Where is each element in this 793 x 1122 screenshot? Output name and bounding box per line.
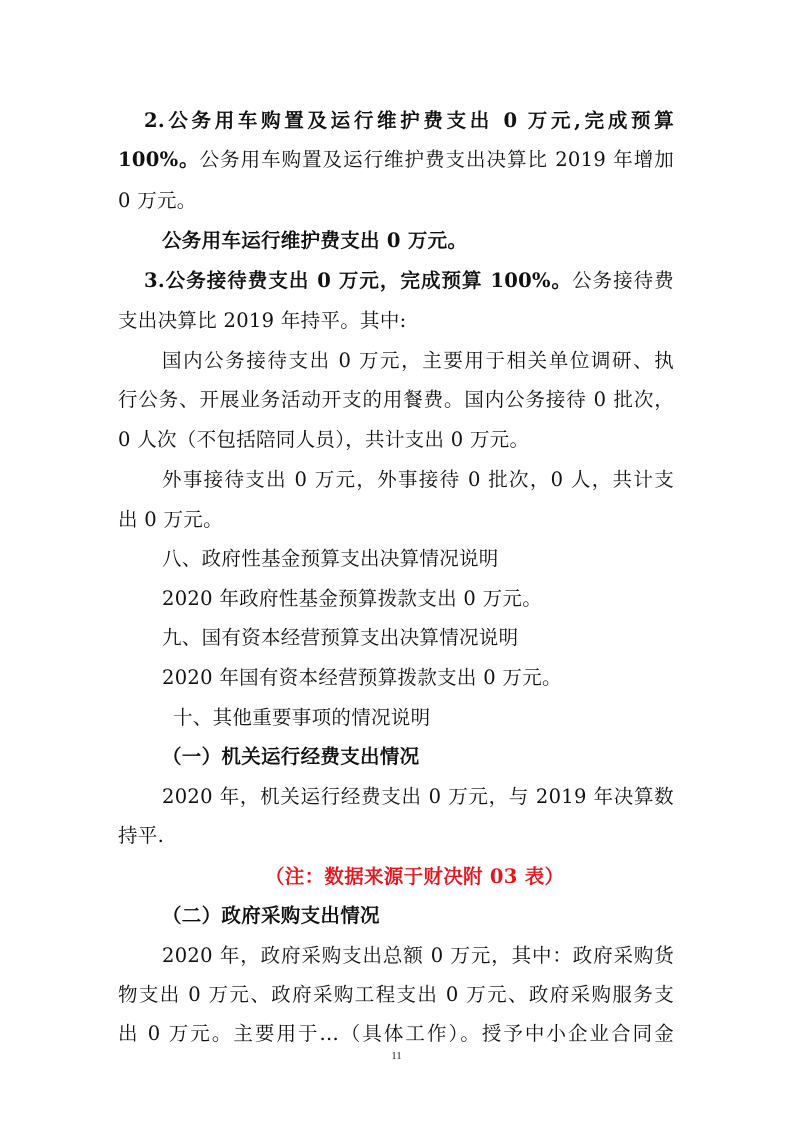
section-10-heading: 十、其他重要事项的情况说明: [173, 706, 431, 729]
section-3-title: 3.公务接待费支出 0 万元，完成预算 100%。: [144, 269, 573, 292]
section-10-1-line-1: 2020 年，机关运行经费支出 0 万元，与 2019 年决算数: [162, 785, 674, 808]
vehicle-maintenance-line: 公务用车运行维护费支出 0 万元。: [162, 229, 468, 252]
section-2-line-3: 0 万元。: [118, 189, 197, 212]
foreign-reception-line-1: 外事接待支出 0 万元，外事接待 0 批次，0 人，共计支: [162, 468, 674, 491]
section-10-1-heading: （一）机关运行经费支出情况: [162, 745, 420, 768]
section-10-2-line-1: 2020 年，政府采购支出总额 0 万元，其中：政府采购货: [162, 944, 674, 967]
foreign-reception-line-2: 出 0 万元。: [118, 508, 223, 531]
section-10-2-line-2: 物支出 0 万元、政府采购工程支出 0 万元、政府采购服务支: [118, 983, 674, 1006]
section-3-line-2: 支出决算比 2019 年持平。其中:: [118, 309, 407, 332]
section-10-1-line-2: 持平.: [118, 824, 165, 847]
domestic-reception-line-1: 国内公务接待支出 0 万元，主要用于相关单位调研、执: [162, 349, 674, 372]
domestic-reception-line-3: 0 人次（不包括陪同人员），共计支出 0 万元。: [118, 428, 530, 451]
section-2-title: 2.公务用车购置及运行维护费支出 0 万元,完成预算: [144, 109, 674, 132]
page-number: 11: [391, 1050, 402, 1062]
section-3-description: 公务接待费: [572, 269, 674, 292]
section-10-2-heading: （二）政府采购支出情况: [162, 904, 380, 927]
section-2-line-2: [118, 145, 674, 175]
section-9-text: 2020 年国有资本经营预算拨款支出 0 万元。: [162, 666, 562, 689]
section-3-line-1: [144, 266, 674, 296]
section-9-heading: 九、国有资本经营预算支出决算情况说明: [162, 626, 519, 649]
section-10-2-line-3: 出 0 万元。主要用于...（具体工作）。授予中小企业合同金: [118, 1022, 674, 1045]
section-8-text: 2020 年政府性基金预算拨款支出 0 万元。: [162, 587, 543, 610]
data-source-note: （注：数据来源于财决附 03 表）: [265, 865, 565, 888]
section-2-percent: 100%。: [118, 148, 200, 171]
domestic-reception-line-2: 行公务、开展业务活动开支的用餐费。国内公务接待 0 批次，: [118, 388, 674, 411]
section-8-heading: 八、政府性基金预算支出决算情况说明: [162, 547, 499, 570]
section-2-description: 公务用车购置及运行维护费支出决算比 2019 年增加: [199, 148, 674, 171]
